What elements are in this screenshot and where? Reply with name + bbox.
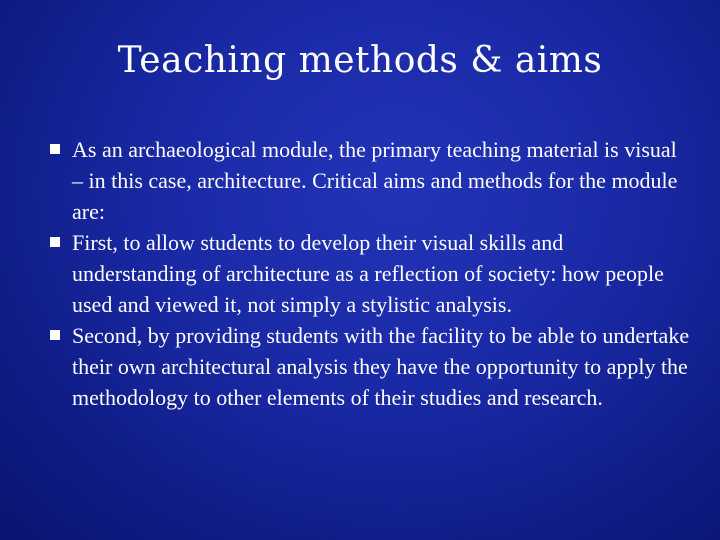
square-bullet-icon [50,144,60,154]
bullet-text: First, to allow students to develop their visual skills and understanding of architecture as a reflection of society: how people used and viewed it, not simply a stylistic analysis. [72,230,664,317]
bullet-item [50,320,690,413]
bullet-text: Second, by providing students with the facility to be able to undertake their own architectural analysis they have the opportunity to apply the methodology to other elements of their studies and research. [72,323,690,410]
bullet-list [50,134,690,413]
bullet-item [50,227,690,320]
square-bullet-icon [50,237,60,247]
bullet-item [50,134,690,227]
square-bullet-icon [50,330,60,340]
slide-title: Teaching methods & aims [117,40,603,81]
bullet-text: As an archaeological module, the primary teaching material is visual – in this case, architecture. Critical aims and methods for the module are: [72,137,678,224]
